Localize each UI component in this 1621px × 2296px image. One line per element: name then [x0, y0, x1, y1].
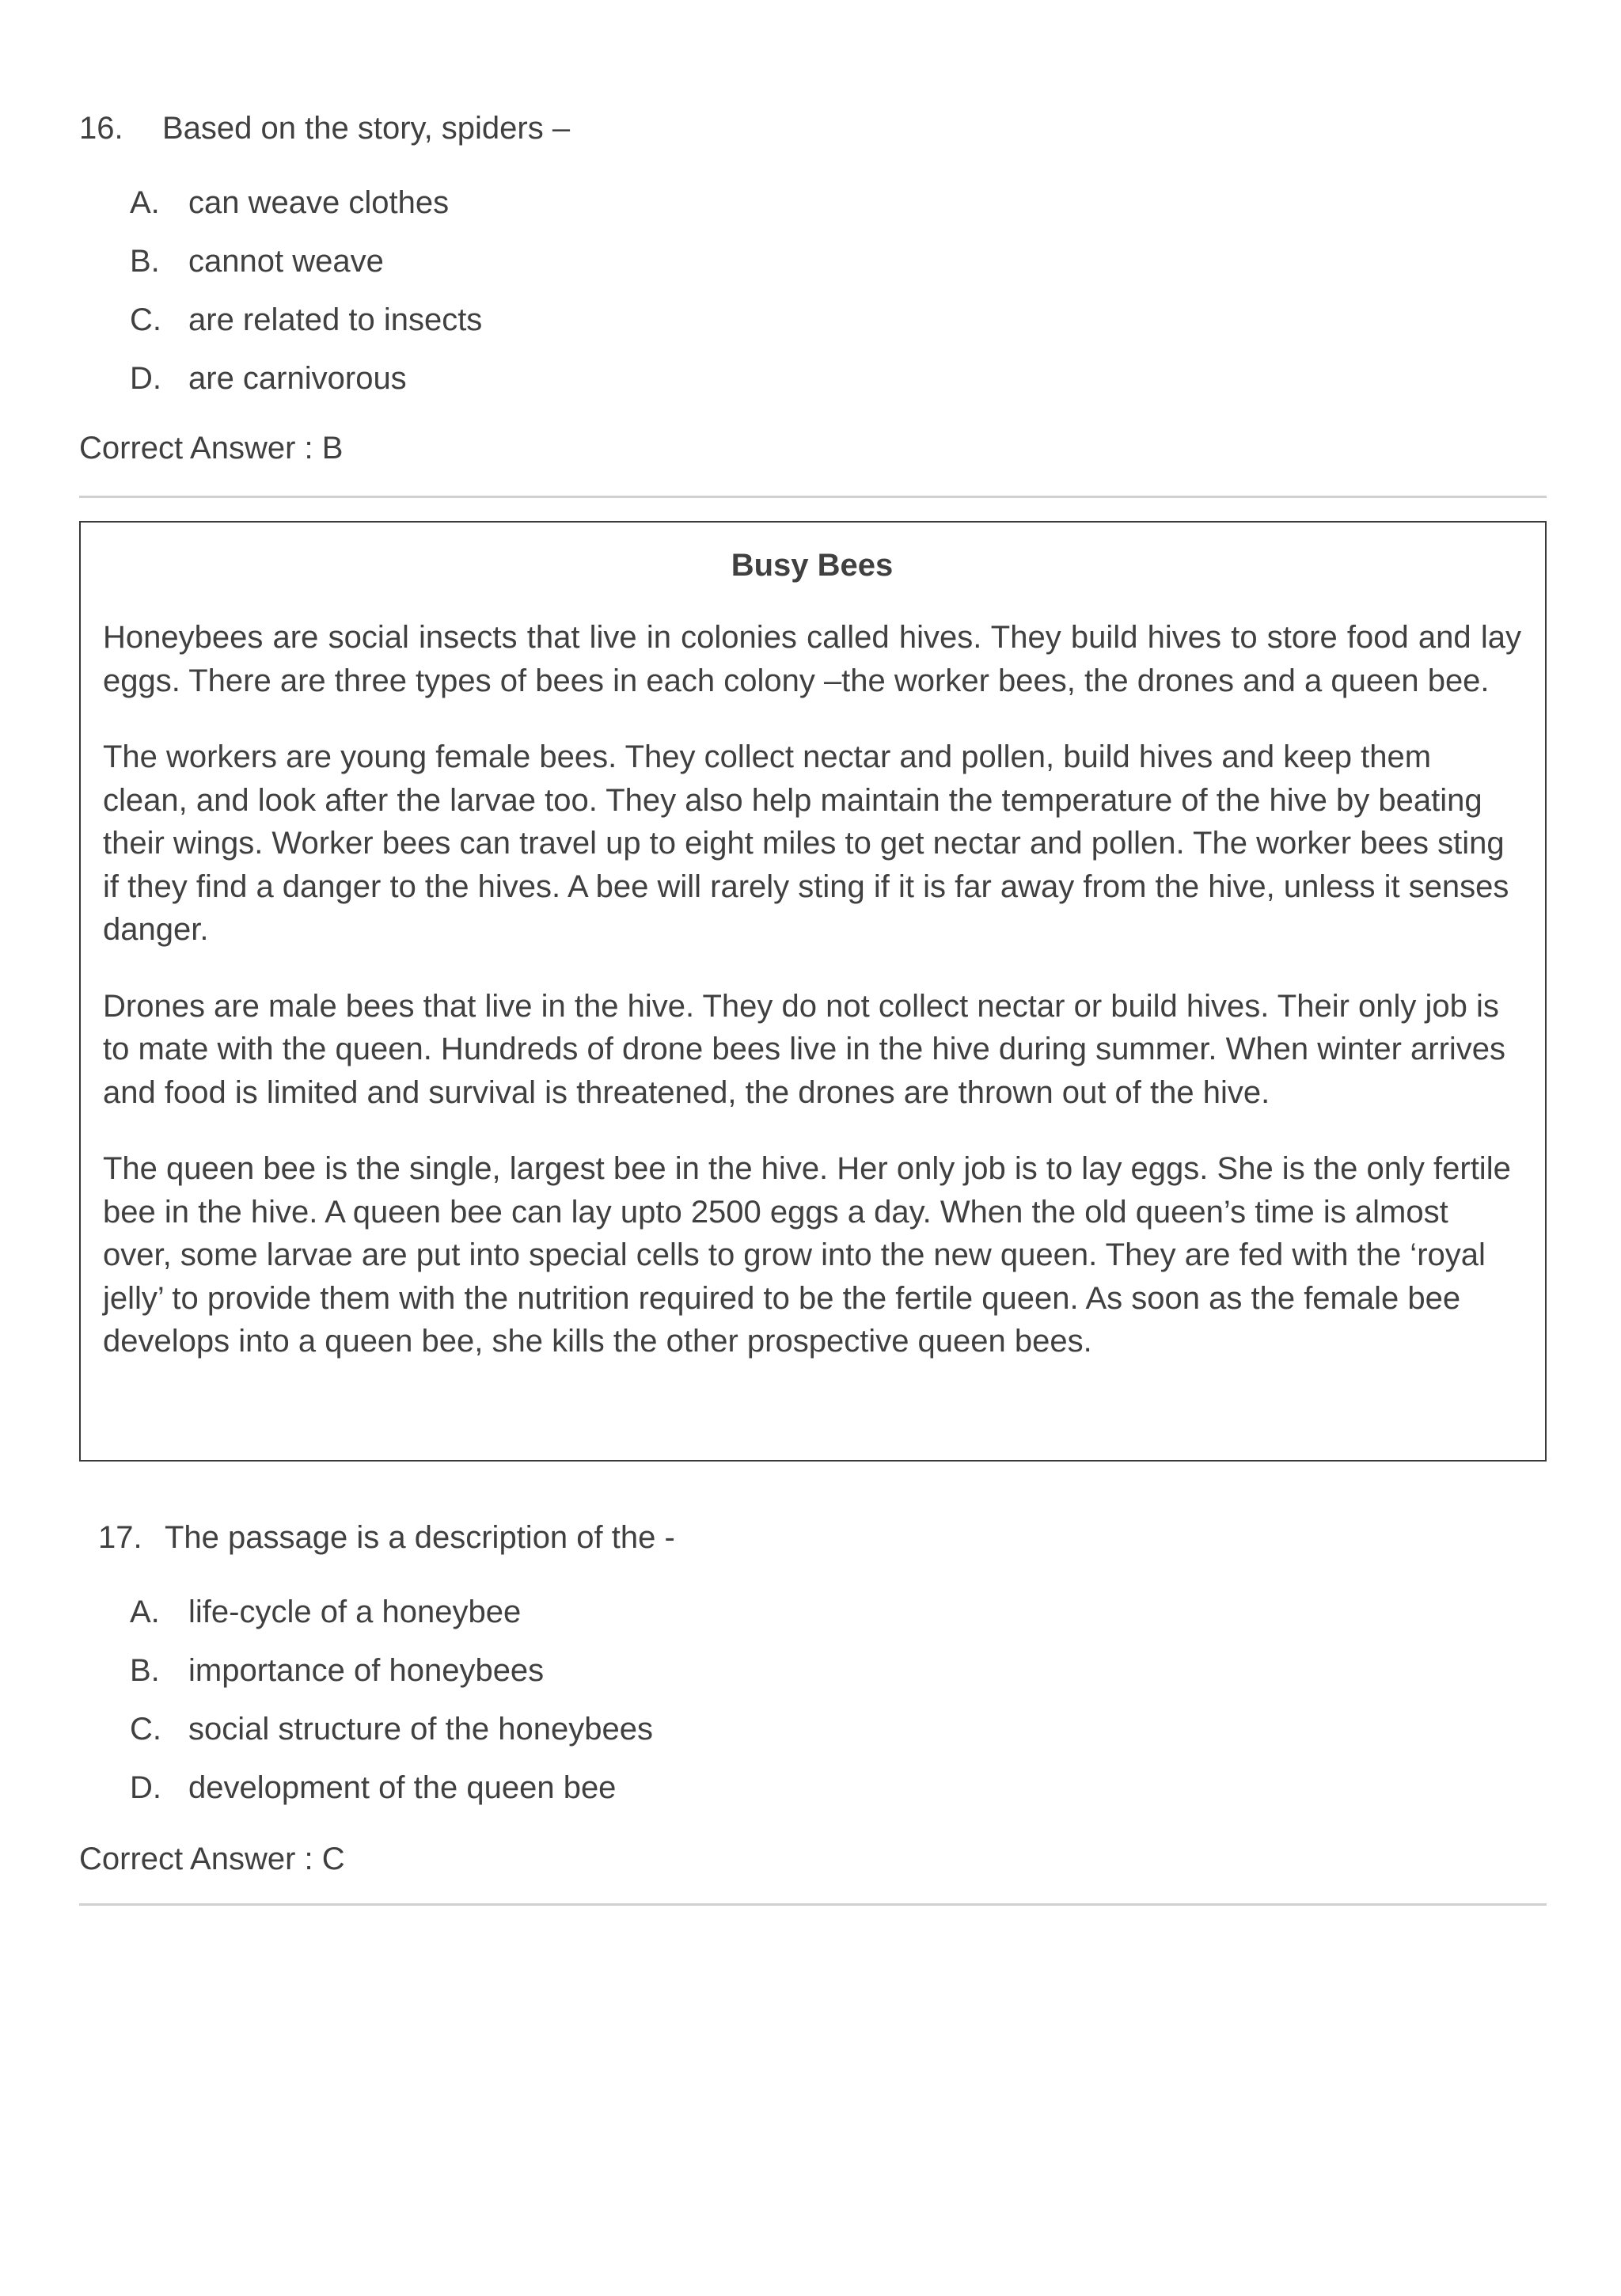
- question-number: 16.: [79, 111, 123, 146]
- passage-title: Busy Bees: [731, 548, 894, 583]
- option-text: development of the queen bee: [188, 1770, 617, 1805]
- question-text: The passage is a description of the -: [165, 1520, 675, 1555]
- option-letter: C.: [130, 1712, 161, 1747]
- option-text: social structure of the honeybees: [188, 1712, 654, 1747]
- question-text: Based on the story, spiders –: [162, 111, 571, 146]
- option-d: [0, 1767, 950, 1808]
- option-text: can weave clothes: [188, 185, 450, 220]
- option-text: are related to insects: [188, 302, 483, 337]
- option-letter: B.: [130, 244, 160, 279]
- correct-answer: Correct Answer : B: [79, 431, 344, 466]
- option-text: are carnivorous: [188, 361, 407, 396]
- option-b: [0, 241, 950, 282]
- passage-paragraph: Drones are male bees that live in the hive. They do not collect nectar or build hives. Their only job is to mate with the queen. Hundreds of drone bees live in the hive during summer. When winter arrives and food is limited and survival is threatened, the drones are thrown out of the hive.: [103, 988, 1506, 1110]
- question-number: 17.: [98, 1520, 142, 1555]
- correct-answer: Correct Answer : C: [79, 1842, 345, 1876]
- option-text: cannot weave: [188, 244, 384, 279]
- passage-paragraph: Honeybees are social insects that live in colonies called hives. They build hives to store food and lay eggs. There are three types of bees in each colony –the worker bees, the drones and a queen bee.: [103, 620, 1521, 698]
- passage-paragraph: The workers are young female bees. They collect nectar and pollen, build hives and keep them clean, and look after the larvae too. They also help maintain the temperature of the hive by beating their wings. Worker bees can travel up to eight miles to get nectar and pollen. The worker bees sting if they find a danger to the hives. A bee will rarely sting if it is far away from the hive, unless it senses danger.: [103, 739, 1509, 947]
- option-letter: B.: [130, 1653, 160, 1688]
- option-letter: C.: [130, 302, 161, 337]
- option-text: life-cycle of a honeybee: [188, 1595, 522, 1629]
- option-d: [0, 358, 950, 399]
- option-a: [0, 1591, 950, 1633]
- option-c: [0, 1709, 950, 1750]
- option-letter: D.: [130, 361, 161, 396]
- passage-box: [79, 521, 1547, 1462]
- option-b: [0, 1650, 950, 1691]
- option-letter: D.: [130, 1770, 161, 1805]
- passage-paragraph: The queen bee is the single, largest bee in the hive. Her only job is to lay eggs. She is the only fertile bee in the hive. A queen bee can lay upto 2500 eggs a day. When the old queen’s time is almost over, some larvae are put into special cells to grow into the new queen. They are fed with the ‘royal jelly’ to provide them with the nutrition required to be the fertile queen. As soon as the female bee develops into a queen bee, she kills the other prospective queen bees.: [103, 1151, 1511, 1359]
- option-letter: A.: [130, 1595, 160, 1629]
- option-letter: A.: [130, 185, 160, 220]
- option-a: [0, 182, 950, 223]
- option-c: [0, 299, 950, 340]
- divider: [79, 496, 1547, 498]
- option-text: importance of honeybees: [188, 1653, 545, 1688]
- divider: [79, 1903, 1547, 1906]
